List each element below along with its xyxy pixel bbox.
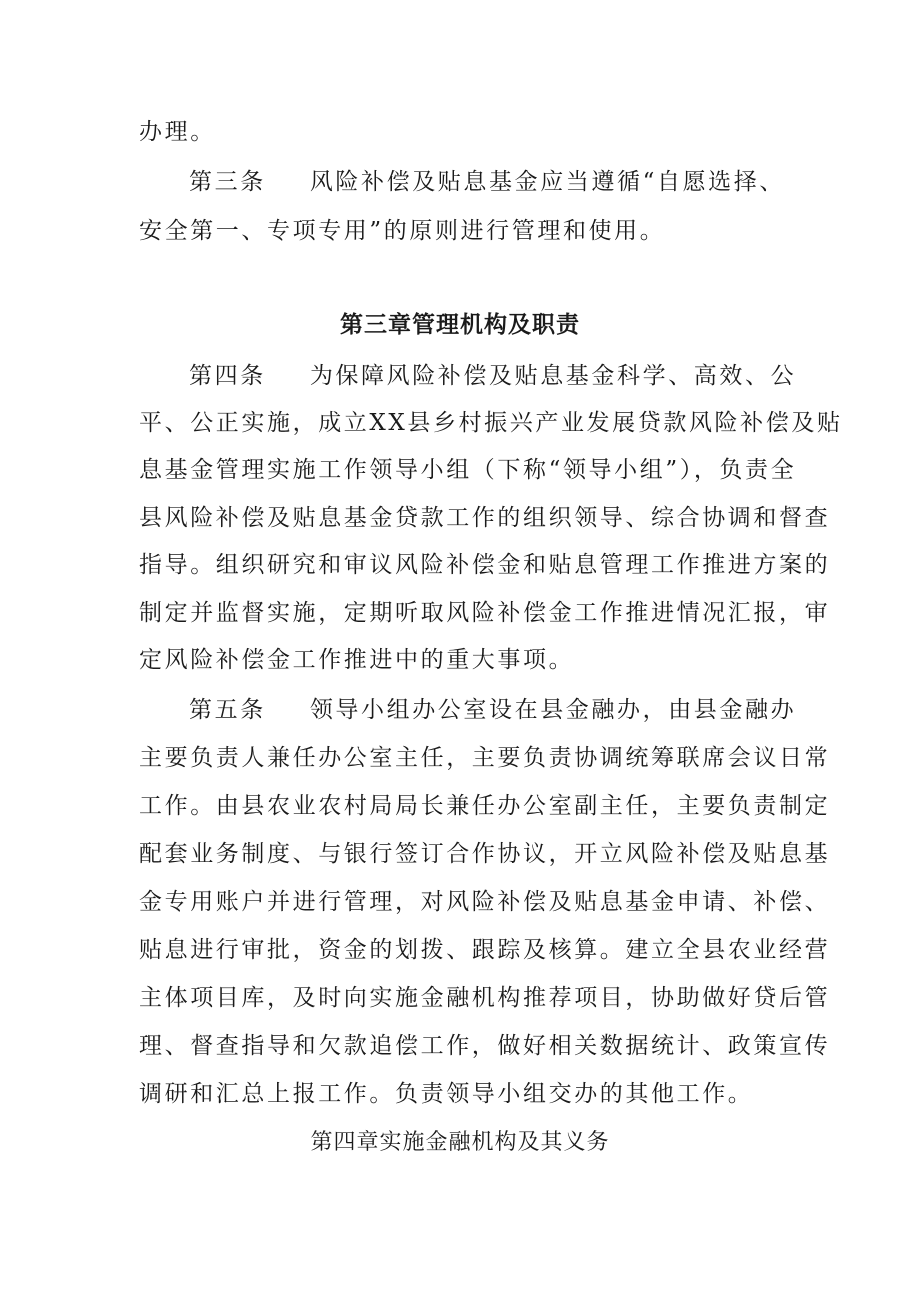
paragraph-line: 主体项目库，及时向实施金融机构推荐项目，协助做好贷后管 [139, 985, 831, 1011]
article-3-label: 第三条 [189, 169, 266, 195]
article-3-first-line [189, 167, 785, 197]
article-4-first-line [189, 361, 796, 391]
article-5-text: 领导小组办公室设在县金融办，由县金融办 [309, 697, 797, 723]
paragraph-line: 工作。由县农业农村局局长兼任办公室副主任，主要负责制定 [139, 793, 831, 819]
paragraph-line: 县风险补偿及贴息基金贷款工作的组织领导、综合协调和督查 [139, 505, 831, 531]
paragraph-line: 定风险补偿金工作推进中的重大事项。 [139, 647, 575, 673]
paragraph-line: 贴息进行审批，资金的划拨、跟踪及核算。建立全县农业经营 [139, 937, 831, 963]
paragraph-line: 配套业务制度、与银行签订合作协议，开立风险补偿及贴息基 [139, 841, 831, 867]
paragraph-line: 安全第一、专项专用”的原则进行管理和使用。 [139, 218, 666, 244]
article-4-text: 为保障风险补偿及贴息基金科学、高效、公 [309, 363, 797, 389]
paragraph-line: 主要负责人兼任办公室主任，主要负责协调统筹联席会议日常 [139, 745, 831, 771]
paragraph-line: 制定并监督实施，定期听取风险补偿金工作推进情况汇报，审 [139, 600, 831, 626]
article-4-label: 第四条 [189, 363, 266, 389]
paragraph-line: 调研和汇总上报工作。负责领导小组交办的其他工作。 [139, 1081, 754, 1107]
paragraph-line: 平、公正实施，成立XX县乡村振兴产业发展贷款风险补偿及贴 [139, 410, 843, 436]
paragraph-line: 指导。组织研究和审议风险补偿金和贴息管理工作推进方案的 [139, 552, 831, 578]
paragraph-line: 办理。 [139, 119, 216, 145]
paragraph-line: 金专用账户并进行管理，对风险补偿及贴息基金申请、补偿、 [139, 889, 831, 915]
article-5-first-line [189, 695, 796, 725]
article-5-label: 第五条 [189, 697, 266, 723]
paragraph-line: 理、督查指导和欠款追偿工作，做好相关数据统计、政策宣传 [139, 1033, 831, 1059]
chapter-3-title: 第三章管理机构及职责 [340, 312, 580, 338]
article-3-text: 风险补偿及贴息基金应当遵循“自愿选择、 [309, 169, 785, 195]
chapter-4-title: 第四章实施金融机构及其义务 [310, 1130, 610, 1155]
paragraph-line: 息基金管理实施工作领导小组（下称“领导小组”），负责全 [139, 457, 797, 483]
